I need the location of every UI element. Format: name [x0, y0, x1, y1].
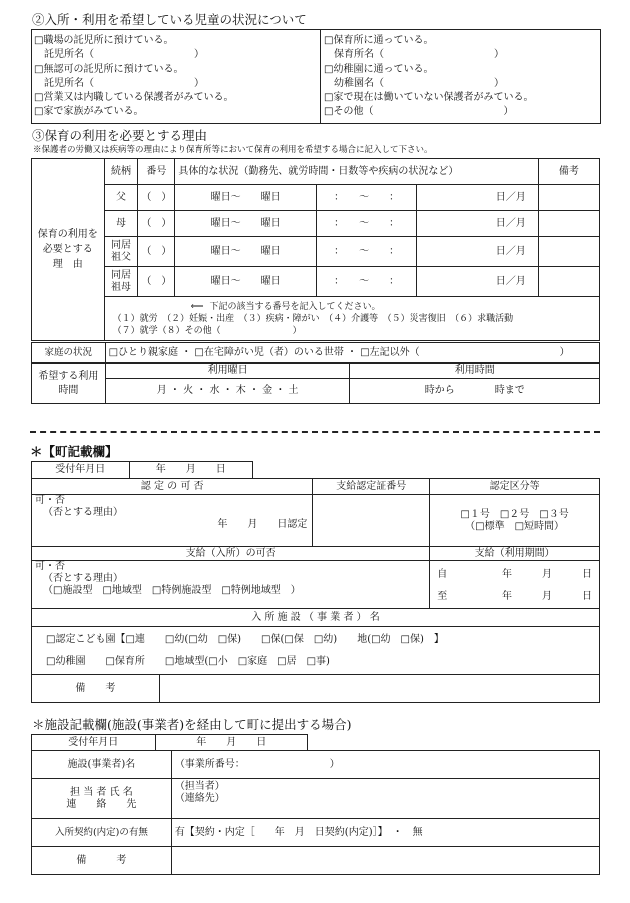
number-field[interactable]: （ ） — [138, 267, 175, 297]
reason-table — [31, 158, 600, 341]
instruction-text: 下記の該当する番号を記入してください。 — [209, 301, 381, 312]
facility-info-table — [31, 750, 600, 875]
number-field[interactable]: （ ） — [138, 211, 175, 237]
time-field[interactable]: ： ～ ： — [316, 185, 417, 211]
remarks-field[interactable] — [538, 237, 599, 267]
hope-table — [31, 363, 600, 404]
facility-remarks-label: 備 考 — [32, 847, 172, 875]
option-parent-business[interactable]: □営業又は内職している保護者がみている。 — [34, 92, 234, 103]
section2-box — [31, 29, 601, 124]
option-unlicensed-nursery[interactable]: □無認可の託児所に預けている。 — [34, 64, 184, 75]
facility-options[interactable] — [32, 627, 600, 675]
table-row — [32, 237, 600, 267]
shikyu-cell[interactable] — [32, 561, 430, 609]
header-situation: 具体的な状況（勤務先、就労時間・日数等や疾病の状況など） — [175, 159, 538, 185]
town-receipt-date[interactable]: 年 月 日 — [129, 462, 252, 479]
freq-field[interactable]: 日／月 — [417, 185, 538, 211]
category-numbers: □１号 □２号 □３号 — [460, 508, 569, 520]
nintei-kahi: 可・否 — [35, 495, 65, 506]
days-field[interactable]: 曜日～ 曜日 — [175, 211, 316, 237]
family-options[interactable]: □ひとり親家庭 ・ □在宅障がい児（者）のいる世帯 ・ □左記以外（ ） — [105, 343, 599, 363]
unlicensed-nursery-name: 託児所名（ ） — [34, 78, 204, 89]
table-row — [32, 185, 600, 211]
option-workplace-nursery[interactable]: □職場の託児所に預けている。 — [34, 35, 174, 46]
remarks-field[interactable] — [538, 267, 599, 297]
contact-phone: （連絡先） — [174, 793, 225, 804]
freq-field[interactable]: 日／月 — [417, 211, 538, 237]
reason-instruction — [113, 301, 596, 313]
town-remarks-label: 備 考 — [32, 675, 160, 703]
workplace-nursery-name: 託児所名（ ） — [34, 49, 204, 60]
times-header: 利用時間 — [350, 364, 600, 379]
to-label: 至 — [437, 590, 448, 602]
option-nursery-school[interactable]: □保育所に通っている。 — [324, 35, 434, 46]
days-field[interactable]: 曜日～ 曜日 — [175, 237, 316, 267]
shikyu-kahi: 可・否 — [35, 561, 65, 572]
facility-option-line1: □認定こども園【□連 □幼(□幼 □保) □保(□保 □幼) 地(□幼 □保) 】 — [46, 633, 444, 645]
relation-father: 父 — [104, 185, 138, 211]
shikyu-table — [31, 546, 600, 609]
from-date: 年 月 日 — [502, 568, 592, 580]
contact-label-cell — [32, 779, 172, 819]
nursery-school-name: 保育所名（ ） — [324, 49, 504, 60]
relation-grandfather: 同居祖父 — [104, 237, 138, 267]
from-label: 自 — [437, 568, 448, 580]
facility-receipt-table — [31, 734, 308, 751]
nintei-header: 認 定 の 可 否 — [32, 479, 313, 495]
facility-table — [31, 608, 600, 703]
section2-title: ②入所・利用を希望している児童の状況について — [32, 12, 307, 27]
town-receipt-table — [31, 461, 253, 479]
remarks-field[interactable] — [538, 185, 599, 211]
reason-row-label: 保育の利用を必要とする 理 由 — [32, 159, 105, 341]
cert-no-header: 支給認定証番号 — [313, 479, 430, 495]
freq-field[interactable]: 日／月 — [417, 267, 538, 297]
facility-name-field[interactable]: （事業所番号： ） — [171, 751, 599, 779]
category-cell[interactable] — [430, 495, 600, 547]
remarks-field[interactable] — [538, 211, 599, 237]
facility-receipt-label: 受付年月日 — [32, 735, 156, 751]
reason-codes-line1: （１）就労 （２）妊娠・出産 （３）疾病・障がい （４）介護等 （５）災害復旧 （６）求職活動 — [112, 313, 514, 324]
town-remarks-field[interactable] — [159, 675, 599, 703]
return-arrow-icon: ⟸ — [190, 301, 204, 312]
family-label: 家庭の状況 — [32, 343, 106, 363]
facility-remarks-field[interactable] — [171, 847, 599, 875]
facility-option-line2: □幼稚園 □保育所 □地域型(□小 □家庭 □居 □事) — [46, 655, 330, 667]
reason-codes-cell — [104, 297, 599, 341]
table-row — [32, 267, 600, 297]
relation-mother: 母 — [104, 211, 138, 237]
header-relation: 続柄 — [104, 159, 138, 185]
contact-person: （担当者） — [174, 781, 225, 792]
family-table — [31, 342, 600, 363]
cut-line — [30, 431, 600, 433]
contract-label: 入所契約(内定)の有無 — [32, 819, 172, 847]
time-field[interactable]: ： ～ ： — [316, 237, 417, 267]
option-other[interactable]: □その他（ ） — [324, 106, 514, 117]
header-remarks: 備考 — [538, 159, 599, 185]
cert-no-field[interactable] — [313, 495, 430, 547]
facility-section-title: ＊施設記載欄(施設(事業者)を経由して町に提出する場合) — [32, 717, 352, 732]
contact-label-phone: 連 絡 先 — [66, 798, 137, 810]
option-family-care[interactable]: □家で家族がみている。 — [34, 106, 144, 117]
period-cell[interactable] — [430, 561, 600, 609]
days-field[interactable]: 曜日～ 曜日 — [175, 267, 316, 297]
reason-codes-line2: （７）就学（８）その他（ ） — [112, 325, 302, 336]
days-options[interactable]: 月 ・ 火 ・ 水 ・ 木 ・ 金 ・ 土 — [105, 379, 350, 404]
section3-title: ③保育の利用を必要とする理由 — [32, 128, 208, 143]
category-hours: （□標準 □短時間） — [465, 520, 565, 532]
option-nonworking-parent[interactable]: □家で現在は働いていない保護者がみている。 — [324, 92, 534, 103]
category-header: 認定区分等 — [430, 479, 600, 495]
number-field[interactable]: （ ） — [138, 237, 175, 267]
shikyu-header: 支給（入所）の可否 — [32, 547, 430, 561]
to-date: 年 月 日 — [502, 590, 592, 602]
kindergarten-name: 幼稚園名（ ） — [324, 78, 504, 89]
period-header: 支給（利用期間） — [430, 547, 600, 561]
nintei-date: 年 月 日認定 — [217, 519, 308, 530]
contact-label-name: 担 当 者 氏 名 — [70, 786, 133, 798]
contract-field[interactable]: 有【契約・内定［ 年 月 日契約(内定)］】 ・ 無 — [171, 819, 599, 847]
days-field[interactable]: 曜日～ 曜日 — [175, 185, 316, 211]
option-kindergarten[interactable]: □幼稚園に通っている。 — [324, 64, 434, 75]
freq-field[interactable]: 日／月 — [417, 237, 538, 267]
nintei-reason: （否とする理由） — [43, 507, 123, 518]
table-row — [32, 211, 600, 237]
facility-receipt-date[interactable]: 年 月 日 — [155, 735, 307, 751]
town-table — [31, 478, 600, 547]
shikyu-reason: （否とする理由） — [43, 573, 123, 584]
section3-note: ※保護者の労働又は疾病等の理由により保育所等において保育の利用を希望する場合に記入して下さい。 — [33, 145, 433, 155]
contact-field[interactable] — [171, 779, 599, 819]
shikyu-types: （□施設型 □地域型 □特例施設型 □特例地域型 ） — [43, 585, 301, 596]
time-field[interactable]: ： ～ ： — [316, 267, 417, 297]
hope-label: 希望する利用時間 — [32, 364, 106, 404]
town-receipt-label: 受付年月日 — [32, 462, 130, 479]
header-number: 番号 — [138, 159, 175, 185]
times-field[interactable]: 時から 時まで — [350, 379, 600, 404]
time-field[interactable]: ： ～ ： — [316, 211, 417, 237]
facility-name-label: 施設(事業者)名 — [32, 751, 172, 779]
nintei-cell[interactable] — [32, 495, 313, 547]
number-field[interactable]: （ ） — [138, 185, 175, 211]
facility-header: 入 所 施 設 （ 事 業 者 ） 名 — [32, 609, 600, 627]
relation-grandmother: 同居祖母 — [104, 267, 138, 297]
town-section-title: ＊【町記載欄】 — [30, 444, 118, 459]
days-header: 利用曜日 — [105, 364, 350, 379]
